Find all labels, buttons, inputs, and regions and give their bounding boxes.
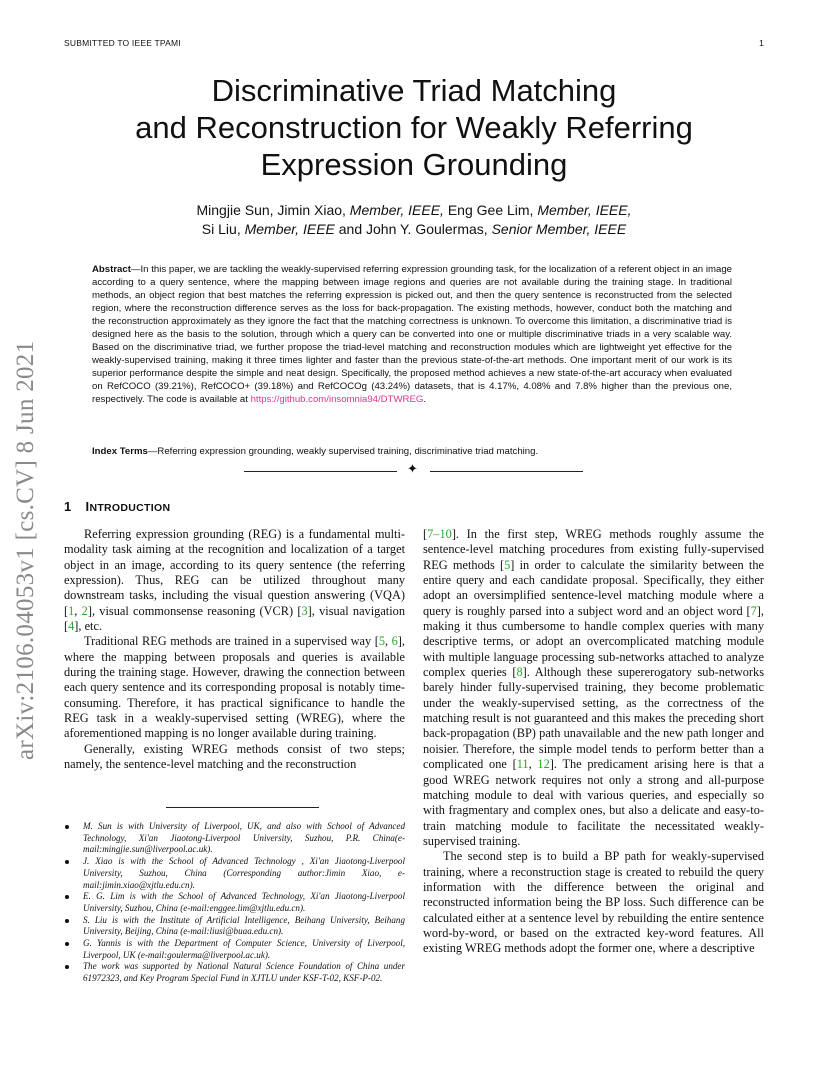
separator-rule-right [430, 471, 583, 472]
section-heading [64, 499, 170, 514]
author-names: Eng Gee Lim, [447, 202, 534, 218]
index-terms [92, 445, 732, 458]
title-line-2: and Reconstruction for Weakly Referring [135, 110, 693, 145]
citation-link[interactable]: 8 [516, 665, 523, 680]
section-number: 1 [64, 499, 72, 514]
abstract [92, 263, 732, 407]
author-line-1 [80, 201, 748, 220]
citation-range-dash: – [433, 527, 440, 541]
author-list [80, 201, 748, 239]
citation-link[interactable]: 11 [516, 757, 529, 772]
separator-diamond-icon: ✦ [407, 462, 418, 477]
citation-link[interactable]: 5 [504, 557, 511, 572]
citation-link[interactable]: 3 [301, 603, 308, 618]
footnotes [64, 821, 405, 985]
left-column [64, 527, 405, 773]
author-names: and John Y. Goulermas, [338, 221, 488, 237]
author-names: Mingjie Sun, Jimin Xiao, [196, 202, 346, 218]
citation-link[interactable]: 12 [537, 757, 550, 772]
abstract-text: —In this paper, we are tackling the weakly-supervised referring expression grounding task, for the localization of a referent object in an image according to a query sentence, where the mapping between image regions and queries are not available during the training stage. In traditional methods, an object region that best matches the referring expression is picked out, and then the query sentence is reconstructed from the selected region, where the reconstruction difference serves as the loss for back-propagation. The existing methods, however, conduct both the matching and the reconstruction approximately as they ignore the fact that the matching correctness is unknown. To overcome this limitation, a discriminative triad is designed here as the basis to the solution, through which a query can be converted into one or multiple discriminative triads in a very scalable way. Based on the discriminative triad, we further propose the triad-level matching and reconstruction modules which are lightweight yet effective for the weakly-supervised training, making it three times lighter and faster than the previous state-of-the-art methods. One important merit of our work is its superior performance despite the simple and neat design. Specifically, the proposed method achieves a new state-of-the-art accuracy when evaluated on RefCOCO (39.21%), RefCOCO+ (39.18%) and RefCOCOg (43.24%) datasets, that is 4.17%, 4.08% and 7.8% higher than the previous one, respectively. The code is available at [92, 264, 732, 406]
title-line-1: Discriminative Triad Matching [211, 73, 617, 108]
footnote-item: E. G. Lim is with the School of Advanced Technology, Xi'an Jiaotong-Liverpool University, Suzhou, China (e-mail:enggee.lim@xjtlu.edu.cn). [64, 891, 405, 914]
code-link[interactable]: https://github.com/insomnia94/DTWREG [250, 394, 424, 406]
citation-link[interactable]: 10 [439, 527, 452, 541]
right-column [423, 527, 764, 957]
author-role: Senior Member, IEEE [491, 221, 627, 237]
paper-title [80, 72, 748, 183]
author-role: Member, IEEE, [537, 202, 632, 218]
running-header: SUBMITTED TO IEEE TPAMI [64, 38, 181, 48]
paragraph: [7–10]. In the first step, WREG methods roughly assume the sentence-level matching procedures from existing fully-supervised REG methods [5] in order to calculate the similarity between the entire query and each candidate proposal. Specifically, they either adopt an oversimplified sentence-level matching module where a query is roughly parsed into a subject word and an object word [7], making it thus cumbersome to handle complex queries with many descriptive terms, or adopt an overcomplicated matching module with multiple language processing sub-networks attached to analyze complex queries [8]. Although these supererogatory sub-networks barely hinder fully-supervised training, they become problematic under the weakly-supervised setting, as the correctness of the matching result is not guaranteed and this makes the preceding short back-propagation (BP) path unavailable and the new path longer and noisier. Therefore, the simple model tends to perform better than a complicated one [11, 12]. The predicament arising here is that a good WREG network requires not only a strong and all-purpose matching module to deal with various queries, and especially so with fragmentary and complex ones, but also a delicate and easy-to-train matching module to facilitate the necessitated weakly-supervised training. [423, 527, 765, 848]
abstract-label: Abstract [92, 264, 131, 275]
footnote-item: J. Xiao is with the School of Advanced Technology , Xi'an Jiaotong-Liverpool University, Suzhou, China (Corresponding author:Jimin Xiao, e-mail:jimin.xiao@xjtlu.edu.cn). [64, 856, 405, 891]
author-names: Si Liu, [201, 221, 241, 237]
citation-link[interactable]: 1 [68, 603, 75, 618]
citation-link[interactable]: 5 [378, 634, 385, 649]
author-line-2 [80, 220, 748, 239]
footnote-item: G. Yannis is with the Department of Computer Science, University of Liverpool, Liverpool, UK (e-mail:goulerma@liverpool.ac.uk). [64, 938, 405, 961]
citation-link[interactable]: 7 [750, 603, 757, 618]
footnote-rule [166, 807, 319, 808]
citation-link[interactable]: 7 [427, 527, 434, 541]
footnote-item: The work was supported by National Natural Science Foundation of China under 61972323, and Key Program Special Fund in XJTLU under KSF-T-02, KSF-P-02. [64, 961, 405, 984]
paragraph: Traditional REG methods are trained in a supervised way [5, 6], where the mapping between proposals and queries is available during the training stage. However, drawing the connection between each query sentence and its corresponding proposal is notably time-consuming. Therefore, it has practical significance to handle the REG task in a weakly-supervised setting (WREG), where the aforementioned mapping is no longer available during training. [64, 634, 405, 741]
section-title-initial: I [85, 499, 90, 514]
citation-link[interactable]: 2 [81, 603, 88, 618]
author-role: Member, IEEE [244, 221, 335, 237]
footnote-item: S. Liu is with the Institute of Artificial Intelligence, Beihang University, Beihang University, Beijing, China (e-mail:liusi@buaa.edu.cn). [64, 915, 405, 938]
arxiv-stamp: arXiv:2106.04053v1 [cs.CV] 8 Jun 2021 [12, 340, 39, 760]
author-role: Member, IEEE, [349, 202, 444, 218]
separator-rule-left [244, 471, 397, 472]
title-line-3: Expression Grounding [260, 147, 568, 182]
paragraph: The second step is to build a BP path for weakly-supervised training, where a reconstruction stage is created to rebuild the query information with the difference between the original and reconstructed information being the BP loss. Such difference can be calculated either at a sentence level by rebuilding the entire sentence word-by-word, or based on the extracted key-word features. All existing WREG methods adopt the former one, where a descriptive [423, 849, 764, 956]
citation-link[interactable]: 4 [68, 619, 75, 634]
paragraph: Referring expression grounding (REG) is a fundamental multi-modality task aiming at the recognition and localization of a target object in an image, according to its query sentence (the referring expression). Thus, REG can be utilized throughout many downstream tasks, including the visual question answering (VQA) [1, 2], visual commonsense reasoning (VCR) [3], visual navigation [4], etc. [64, 527, 405, 634]
citation-link[interactable]: 6 [391, 634, 398, 649]
section-title-rest: NTRODUCTION [89, 502, 171, 514]
index-terms-label: Index Terms [92, 446, 148, 457]
footnote-item: M. Sun is with University of Liverpool, UK, and also with School of Advanced Technology, Xi'an Jiaotong-Liverpool University, Suzhou, P.R. China(e-mail:mingjie.sun@liverpool.ac.uk). [64, 821, 405, 856]
index-terms-text: —Referring expression grounding, weakly supervised training, discriminative triad matching. [147, 446, 539, 457]
page-number: 1 [759, 38, 764, 48]
abstract-end: . [423, 394, 426, 406]
paragraph: Generally, existing WREG methods consist of two steps; namely, the sentence-level matching and the reconstruction [64, 741, 405, 772]
